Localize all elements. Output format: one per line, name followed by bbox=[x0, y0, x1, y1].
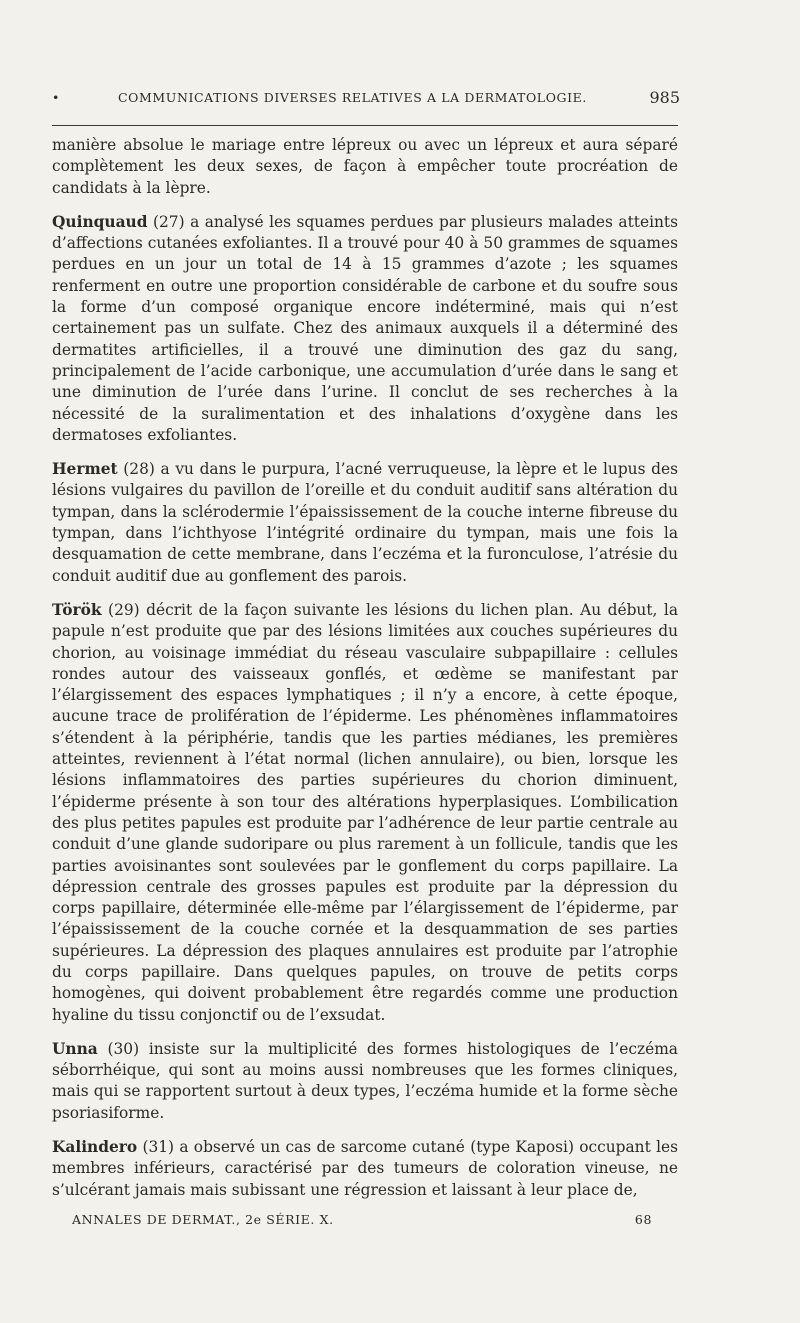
signature-mark: 68 bbox=[634, 1212, 652, 1227]
paragraph-text: manière absolue le mariage entre lépreux ou avec un lépreux et aura séparé complètement les deux sexes, de façon à empêcher toute procréation de candidats à la lèpre. bbox=[52, 136, 678, 197]
paragraph-kalindero bbox=[52, 1137, 678, 1201]
running-header bbox=[52, 90, 680, 112]
paragraph-text: (29) décrit de la façon suivante les lésions du lichen plan. Au début, la papule n’est produite que par des lésions limitées aux couches supérieures du chorion, au voisinage immédiat du réseau vasculaire subpapillaire : cellules rondes autour des vaisseaux gonflés, et œdème se manifestant par l’élargissement des espaces lymphatiques ; il n’y a encore, à cette époque, aucune trace de prolifération de l’épiderme. Les phénomènes inflammatoires s’étendent à la périphérie, tandis que les parties médianes, les premières atteintes, reviennent à l’état normal (lichen annulaire), ou bien, lorsque les lésions inflammatoires des parties supérieures du chorion diminuent, l’épiderme présente à son tour des altérations hyperplasiques. L’ombilication des plus petites papules est produite par l’adhérence de leur partie centrale au conduit d’une glande sudoripare ou plus rarement à un follicule, tandis que les parties avoisinantes sont soulevées par le gonflement du corps papillaire. La dépression centrale des grosses papules est produite par la dépression du corps papillaire, déterminée elle-même par l’élargissement de l’épiderme, par l’épaississement de la couche cornée et la desquammation de ses parties supérieures. La dépression des plaques annulaires est produite par l’atrophie du corps papillaire. Dans quelques papules, on trouve de petits corps homogènes, qui doivent probablement être regardés comme une production hyaline du tissu conjonctif ou de l’exsudat. bbox=[52, 600, 678, 1024]
paragraph-continuation bbox=[52, 135, 678, 199]
author-name: Quinquaud bbox=[52, 212, 148, 231]
header-bullet: • bbox=[52, 90, 60, 105]
article-body bbox=[52, 135, 678, 1201]
author-name: Unna bbox=[52, 1039, 98, 1058]
journal-line: ANNALES DE DERMAT., 2e SÉRIE. X. bbox=[72, 1212, 334, 1227]
paragraph-text: (27) a analysé les squames perdues par plusieurs malades atteints d’affections cutanées exfoliantes. Il a trouvé pour 40 à 50 grammes de squames perdues en un jour un total de 14 à 15 grammes d’azote ; les squames renferment en outre une proportion considérable de carbone et du soufre sous la forme d’un composé organique encore indéterminé, mais qui n’est certainement pas un sulfate. Chez des animaux auxquels il a déterminé des dermatites artificielles, il a trouvé une diminution des gaz du sang, principalement de l’acide carbonique, une accumulation d’urée dans le sang et une diminution de l’urée dans l’urine. Il conclut de ses recherches à la nécessité de la suralimentation et des inhalations d’oxygène dans les dermatoses exfoliantes. bbox=[52, 212, 678, 444]
page-number: 985 bbox=[649, 88, 680, 107]
paragraph-torok bbox=[52, 600, 678, 1026]
page-footer bbox=[72, 1212, 652, 1232]
header-rule bbox=[52, 125, 678, 126]
author-name: Török bbox=[52, 600, 102, 619]
author-name: Kalindero bbox=[52, 1138, 138, 1157]
paragraph-unna bbox=[52, 1039, 678, 1124]
paragraph-text: (31) a observé un cas de sarcome cutané (type Kaposi) occupant les membres inférieurs, caractérisé par des tumeurs de coloration vineuse, ne s’ulcérant jamais mais subissant une régression et laissant à leur place de, bbox=[52, 1138, 678, 1199]
paragraph-text: (28) a vu dans le purpura, l’acné verruqueuse, la lèpre et le lupus des lésions vulgaires du pavillon de l’oreille et du conduit auditif sans altération du tympan, dans la sclérodermie l’épaississement de la couche interne fibreuse du tympan, dans l’ichthyose l’intégrité ordinaire du tympan, mais une fois la desquamation de cette membrane, dans l’eczéma et la furonculose, l’atrésie du conduit auditif due au gonflement des parois. bbox=[52, 460, 678, 585]
paragraph-text: (30) insiste sur la multiplicité des formes histologiques de l’eczéma séborrhéique, qui sont au moins aussi nombreuses que les formes cliniques, mais qui se rapportent surtout à deux types, l’eczéma humide et la forme sèche psoriasiforme. bbox=[52, 1039, 678, 1122]
paragraph-quinquaud bbox=[52, 212, 678, 446]
author-name: Hermet bbox=[52, 460, 118, 479]
paragraph-hermet bbox=[52, 459, 678, 587]
header-title: COMMUNICATIONS DIVERSES RELATIVES A LA DERMATOLOGIE. bbox=[118, 90, 587, 105]
